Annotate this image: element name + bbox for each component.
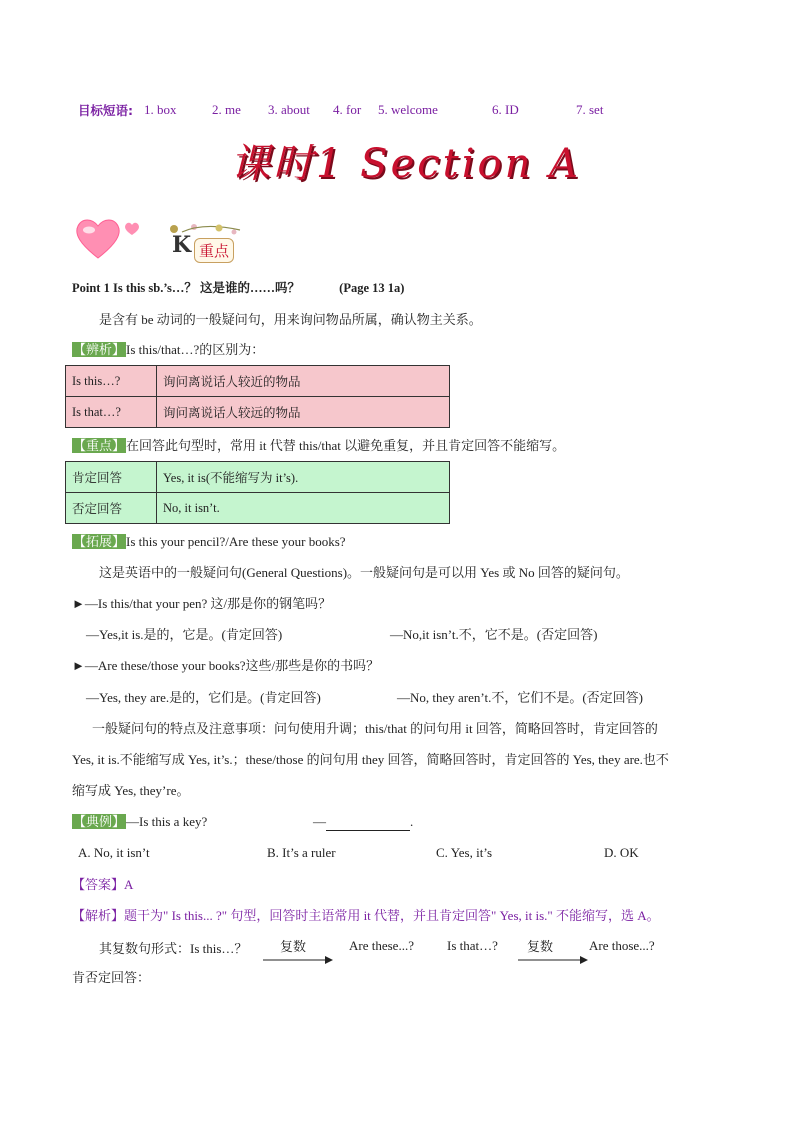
blank-line (326, 818, 410, 831)
table-cell: 询问离说话人较远的物品 (157, 397, 450, 428)
plural-end: Are those...? (589, 938, 655, 953)
table-row (66, 397, 450, 428)
answer-blank: — . (313, 814, 414, 829)
example2-no: —No, they aren’t.不，它们不是。(否定回答) (397, 690, 644, 705)
point1-title-text: Point 1 Is this sb.’s…？ 这是谁的……吗？ (72, 281, 301, 295)
banner-title: 课时1 Section A (230, 141, 581, 187)
phrase-item: 4. for (333, 102, 362, 117)
answer-value: A (124, 877, 134, 892)
small-heart-icon (124, 222, 140, 236)
answer-table (65, 461, 450, 524)
notes-line-1: 一般疑问句的特点及注意事项：问句使用升调；this/that 的问句用 it 回答，简略回答时，肯定回答的 (92, 721, 658, 736)
option-d: D. OK (604, 845, 639, 860)
zhongdian-text: 在回答此句型时，常用 it 代替 this/that 以避免重复，并且肯定回答不能缩写。 (126, 438, 566, 453)
plural-mid-1: Are these...? (349, 938, 414, 953)
badge-text: 重点 (194, 238, 234, 263)
example1-yes: —Yes,it is.是的，它是。(肯定回答) (86, 627, 283, 642)
answer-tag: 【答案】 (72, 877, 125, 892)
zhongdian-tag: 【重点】 (73, 438, 126, 453)
phrase-item: 5. welcome (378, 102, 438, 117)
bianxi-tag: 【辨析】 (73, 342, 126, 357)
dianli-tag: 【典例】 (73, 814, 126, 829)
target-phrases (78, 101, 133, 119)
tuozhan-para: 这是英语中的一般疑问句(General Questions)。一般疑问句是可以用 Yes 或 No 回答的疑问句。 (99, 565, 629, 580)
plural-arrow-label-1: 复数 (280, 939, 307, 954)
plural-mid-2: Is that…? (447, 938, 498, 953)
bianxi-line (72, 341, 264, 359)
zhongdian-line (72, 437, 565, 455)
dianli-question: —Is this a key? (126, 814, 208, 829)
point1-desc: 是含有 be 动词的一般疑问句，用来询问物品所属，确认物主关系。 (99, 312, 482, 327)
footer-line: 肯否定回答： (72, 970, 151, 985)
badge-k: K (172, 232, 192, 258)
point1-page: (Page 13 1a) (339, 281, 405, 295)
bianxi-text: Is this/that…?的区别为： (126, 342, 265, 357)
table-cell: No, it isn’t. (157, 493, 450, 524)
heart-icon (74, 216, 122, 260)
blank-dash: — (313, 814, 326, 829)
dianli-line (72, 813, 207, 831)
option-c: C. Yes, it’s (436, 845, 492, 860)
point1-title (72, 279, 404, 297)
table-cell: 否定回答 (66, 493, 157, 524)
example2-yes: —Yes, they are.是的，它们是。(肯定回答) (86, 690, 321, 705)
phrase-item: 6. ID (492, 102, 519, 117)
table-cell: 肯定回答 (66, 462, 157, 493)
table-cell: 询问离说话人较近的物品 (157, 366, 450, 397)
phrase-item: 3. about (268, 102, 310, 117)
example2-question: ►—Are these/those your books?这些/那些是你的书吗？ (72, 658, 380, 673)
tuozhan-text: Is this your pencil?/Are these your books? (126, 534, 346, 549)
answer-line (72, 876, 133, 894)
phrase-item: 7. set (576, 102, 604, 117)
table-row (66, 493, 450, 524)
plural-arrow-label-2: 复数 (527, 939, 554, 954)
key-point-badge (150, 220, 245, 264)
plural-lead: 其复数句形式：Is this…？ (99, 941, 248, 956)
notes-line-2: Yes, it is.不能缩写成 Yes, it’s.；these/those 的问句用 they 回答，简略回答时，肯定回答的 Yes, they are.也不 (72, 752, 669, 767)
phrase-item: 2. me (212, 102, 241, 117)
arrow-right-icon (263, 955, 333, 965)
lesson-banner (230, 138, 581, 190)
option-a: A. No, it isn’t (78, 845, 150, 860)
table-row (66, 462, 450, 493)
table-cell: Yes, it is(不能缩写为 it’s). (157, 462, 450, 493)
example1-no: —No,it isn’t.不，它不是。(否定回答) (390, 627, 598, 642)
tuozhan-line (72, 533, 346, 551)
tuozhan-tag: 【拓展】 (73, 534, 126, 549)
table-row (66, 366, 450, 397)
analysis-text: 题干为" Is this... ?" 句型，回答时主语常用 it 代替，并且肯定回答" Yes, it is." 不能缩写，选 A。 (124, 908, 660, 923)
analysis-tag: 【解析】 (72, 908, 125, 923)
example1-question: ►—Is this/that your pen? 这/那是你的钢笔吗？ (72, 596, 332, 611)
notes-line-3: 缩写成 Yes, they’re。 (72, 783, 190, 798)
table-cell: Is this…? (66, 366, 157, 397)
option-b: B. It’s a ruler (267, 845, 336, 860)
phrase-item: 1. box (144, 102, 177, 117)
this-that-table (65, 365, 450, 428)
analysis-line (72, 907, 660, 925)
phrases-label: 目标短语: (78, 103, 133, 118)
arrow-right-icon (518, 955, 588, 965)
table-cell: Is that…? (66, 397, 157, 428)
